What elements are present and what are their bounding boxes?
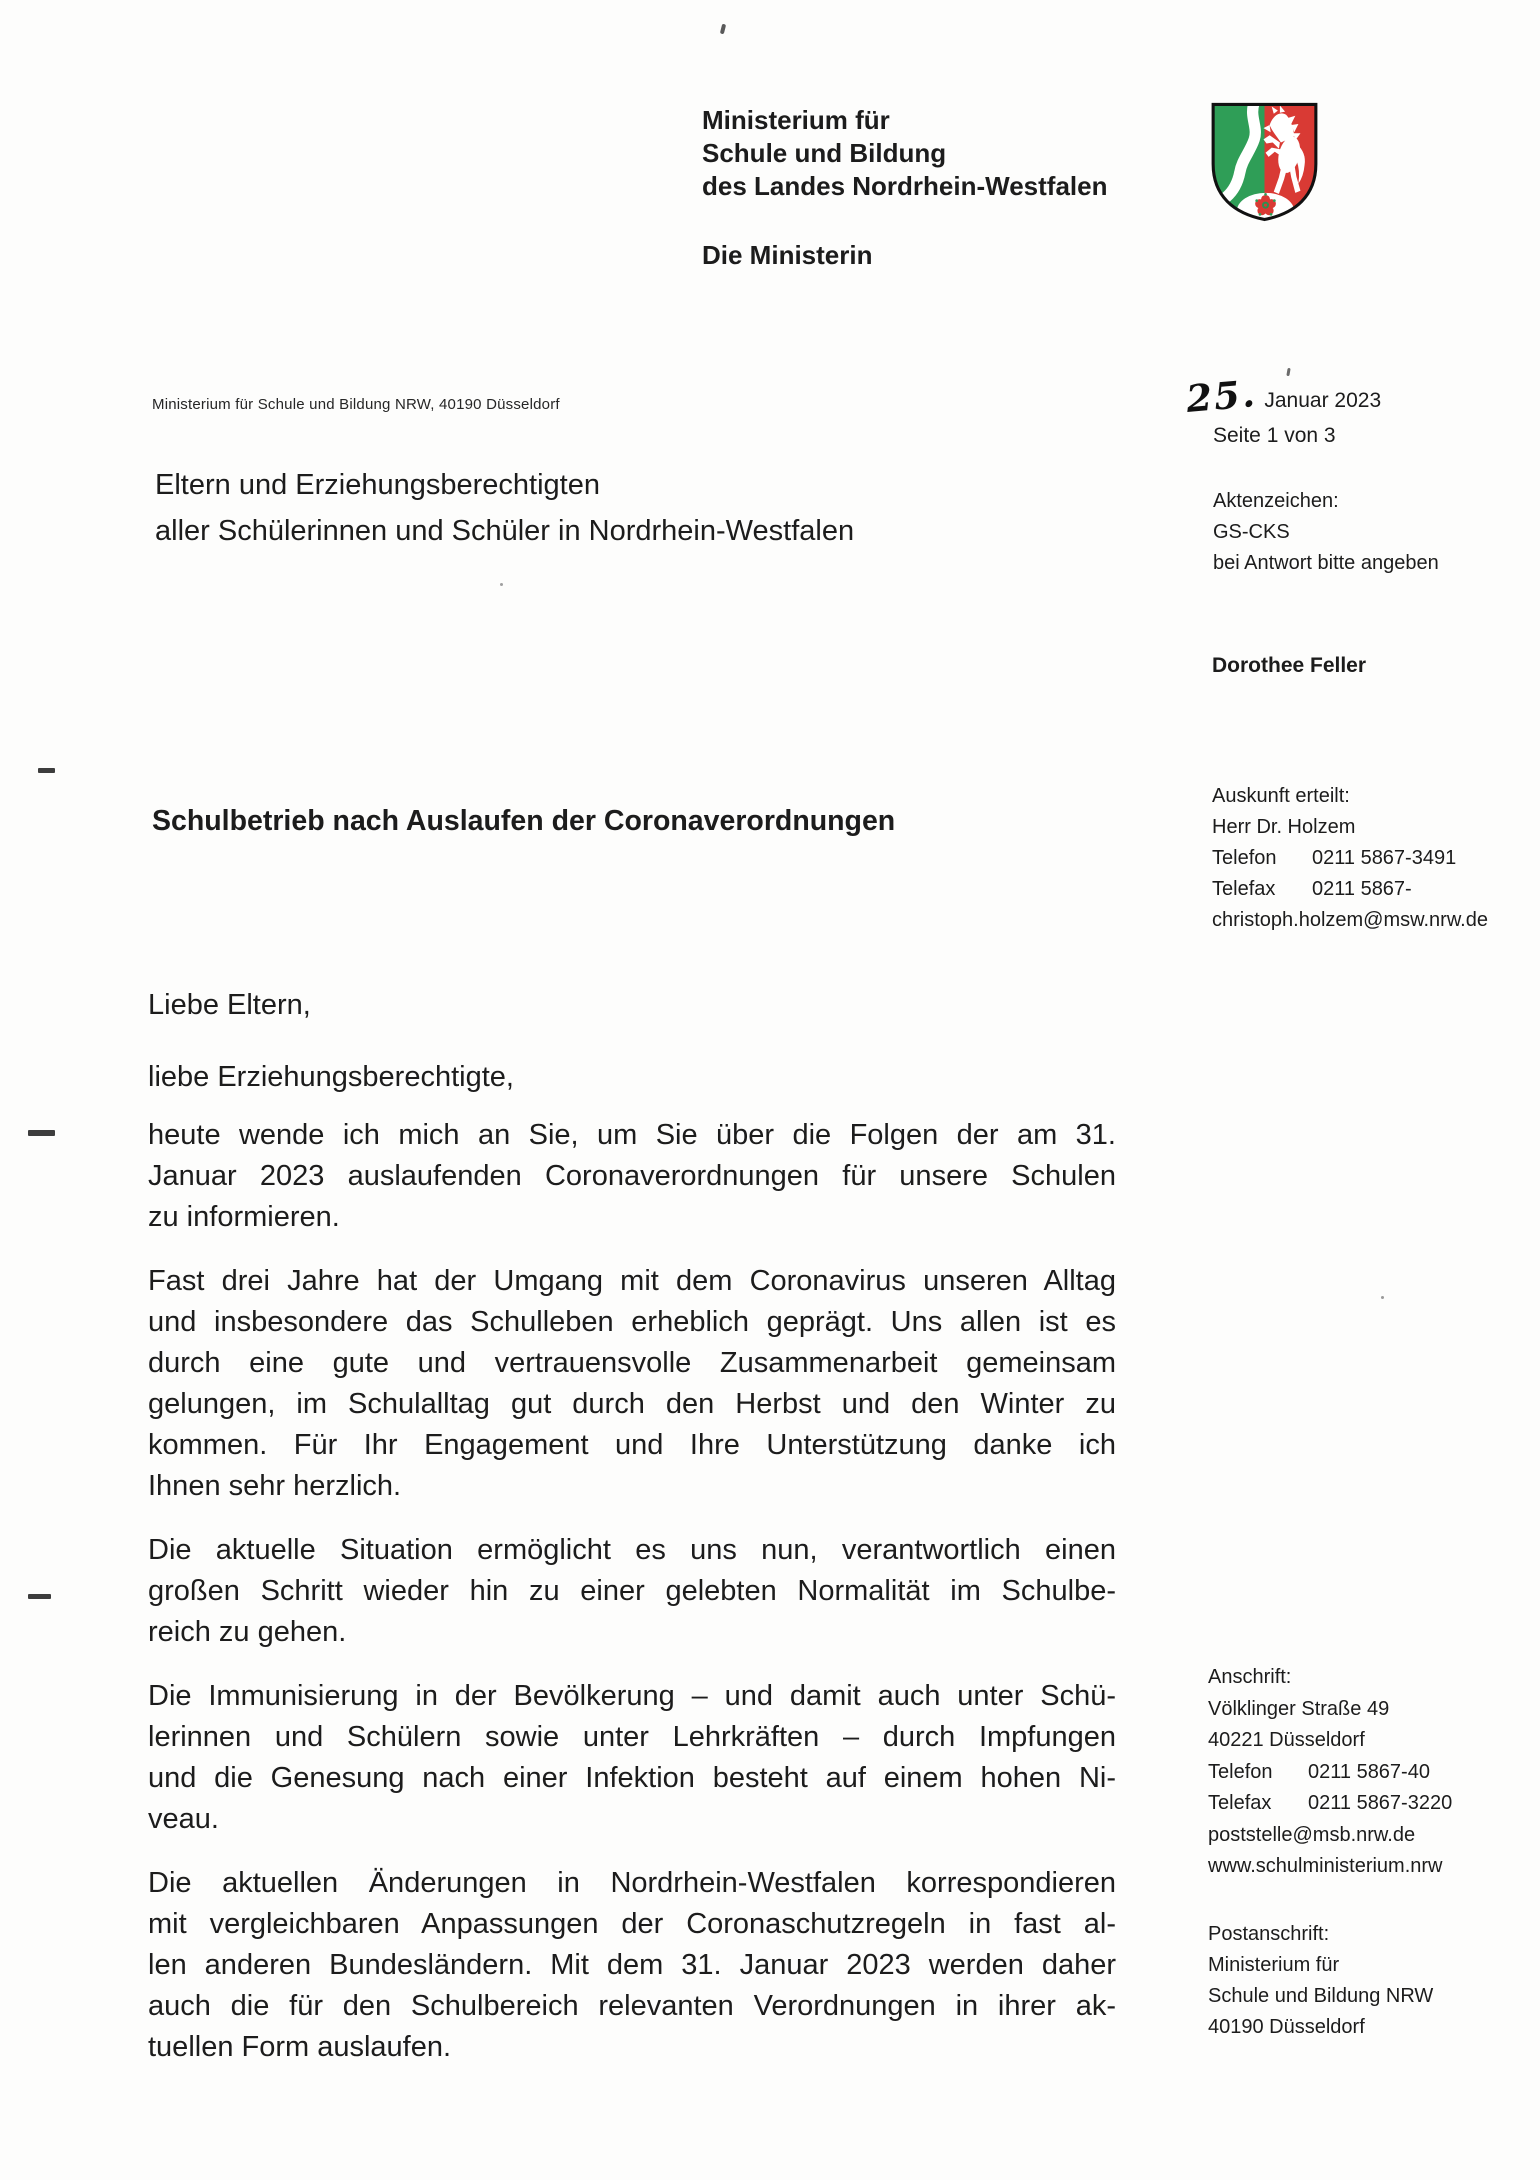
paragraph-line: Die Immunisierung in der Bevölkerung – und damit auch unter Schü- bbox=[148, 1680, 1116, 1712]
postal-heading: Postanschrift: bbox=[1208, 1923, 1330, 1945]
paragraph-line: und die Genesung nach einer Infektion besteht auf einem hohen Ni- bbox=[148, 1762, 1116, 1794]
paragraph-line: auch die für den Schulbereich relevanten Verordnungen in ihrer ak- bbox=[148, 1990, 1116, 2022]
body-paragraph bbox=[148, 1676, 1116, 1840]
body-paragraphs bbox=[148, 1115, 1116, 2068]
contact-email: christoph.holzem@msw.nrw.de bbox=[1212, 909, 1488, 931]
address-email: poststelle@msb.nrw.de bbox=[1208, 1823, 1416, 1846]
postal-line: Ministerium für bbox=[1208, 1954, 1340, 1976]
file-reference-label: Aktenzeichen: bbox=[1213, 490, 1339, 512]
ministry-name-line: Schule und Bildung bbox=[702, 138, 947, 168]
letterhead bbox=[702, 104, 1108, 272]
page-indicator: Seite 1 von 3 bbox=[1213, 424, 1336, 447]
contact-person: Herr Dr. Holzem bbox=[1212, 816, 1356, 838]
paragraph-line: len anderen Bundesländern. Mit dem 31. Januar 2023 werden daher bbox=[148, 1949, 1116, 1981]
fax-number: 0211 5867- bbox=[1312, 878, 1412, 900]
postal-address-block bbox=[1208, 1919, 1433, 2043]
date-row bbox=[1184, 371, 1382, 421]
paragraph-line: mit vergleichbaren Anpassungen der Coronaschutzregeln in fast al- bbox=[148, 1908, 1116, 1940]
salutation: liebe Erziehungsberechtigte, bbox=[148, 1061, 514, 1093]
postal-line: Schule und Bildung NRW bbox=[1208, 1985, 1434, 2007]
scan-artifact bbox=[1381, 1296, 1384, 1299]
address-city: 40221 Düsseldorf bbox=[1208, 1729, 1365, 1751]
phone-number: 0211 5867-40 bbox=[1308, 1760, 1430, 1783]
contact-block bbox=[1212, 781, 1488, 936]
address-phone-row bbox=[1208, 1757, 1452, 1789]
visiting-address-block bbox=[1208, 1662, 1452, 1883]
coat-of-arms-graphic bbox=[1208, 100, 1321, 224]
paragraph-line: großen Schritt wieder hin zu einer gelebten Normalität im Schulbe- bbox=[148, 1575, 1116, 1607]
file-reference-note: bei Antwort bitte angeben bbox=[1213, 552, 1439, 574]
ministry-name-line: Ministerium für bbox=[702, 105, 890, 135]
paragraph-line: durch eine gute und vertrauensvolle Zusammenarbeit gemeinsam bbox=[148, 1347, 1116, 1379]
paragraph-line: und insbesondere das Schulleben erheblich geprägt. Uns allen ist es bbox=[148, 1306, 1116, 1338]
nrw-coat-of-arms-icon bbox=[1208, 100, 1321, 224]
postal-line: 40190 Düsseldorf bbox=[1208, 2016, 1365, 2038]
fold-mark bbox=[38, 768, 55, 773]
subject-line: Schulbetrieb nach Auslaufen der Coronaverordnungen bbox=[152, 805, 896, 837]
body-paragraph bbox=[148, 1530, 1116, 1653]
fold-mark bbox=[28, 1130, 55, 1136]
address-street: Völklinger Straße 49 bbox=[1208, 1697, 1390, 1720]
body-paragraph bbox=[148, 1261, 1116, 1507]
fold-mark bbox=[28, 1594, 51, 1599]
contact-heading: Auskunft erteilt: bbox=[1212, 785, 1350, 807]
letter-body bbox=[148, 985, 1116, 2068]
phone-label: Telefon bbox=[1212, 847, 1277, 869]
contact-phone-row bbox=[1212, 843, 1488, 874]
recipient-block bbox=[155, 463, 854, 554]
address-website: www.schulministerium.nrw bbox=[1208, 1855, 1443, 1877]
paragraph-line: Fast drei Jahre hat der Umgang mit dem Coronavirus unseren Alltag bbox=[148, 1265, 1116, 1297]
file-reference-value: GS-CKS bbox=[1213, 521, 1290, 543]
address-fax-row bbox=[1208, 1788, 1452, 1820]
file-reference-block bbox=[1213, 486, 1439, 579]
body-paragraph bbox=[148, 1115, 1116, 1238]
paragraph-line: reich zu gehen. bbox=[148, 1616, 347, 1648]
scan-artifact bbox=[720, 24, 726, 35]
phone-number: 0211 5867-3491 bbox=[1312, 847, 1457, 869]
fax-label: Telefax bbox=[1208, 1792, 1272, 1814]
paragraph-line: tuellen Form auslaufen. bbox=[148, 2031, 452, 2063]
paragraph-line: zu informieren. bbox=[148, 1201, 340, 1233]
fax-number: 0211 5867-3220 bbox=[1308, 1792, 1453, 1814]
contact-fax-row bbox=[1212, 874, 1488, 905]
recipient-line: Eltern und Erziehungsberechtigten bbox=[155, 469, 600, 501]
paragraph-line: lerinnen und Schülern sowie unter Lehrkräften – durch Impfungen bbox=[148, 1721, 1116, 1753]
minister-name: Dorothee Feller bbox=[1212, 654, 1367, 677]
address-heading: Anschrift: bbox=[1208, 1666, 1292, 1688]
paragraph-line: Ihnen sehr herzlich. bbox=[148, 1470, 402, 1502]
body-paragraph bbox=[148, 1863, 1116, 2068]
phone-label: Telefon bbox=[1208, 1760, 1273, 1783]
handwritten-day: 25. bbox=[1184, 371, 1259, 421]
paragraph-line: kommen. Für Ihr Engagement und Ihre Unterstützung danke ich bbox=[148, 1429, 1116, 1461]
paragraph-line: veau. bbox=[148, 1803, 219, 1835]
date-text: Januar 2023 bbox=[1264, 389, 1382, 412]
recipient-line: aller Schülerinnen und Schüler in Nordrhein-Westfalen bbox=[155, 514, 855, 547]
fax-label: Telefax bbox=[1212, 878, 1276, 900]
paragraph-line: Die aktuelle Situation ermöglicht es uns nun, verantwortlich einen bbox=[148, 1534, 1116, 1566]
return-address-line: Ministerium für Schule und Bildung NRW, 40190 Düsseldorf bbox=[152, 396, 560, 413]
salutation: Liebe Eltern, bbox=[148, 989, 311, 1021]
paragraph-line: Januar 2023 auslaufenden Coronaverordnungen für unsere Schulen bbox=[148, 1160, 1116, 1192]
paragraph-line: Die aktuellen Änderungen in Nordrhein-Westfalen korrespondieren bbox=[148, 1867, 1116, 1899]
paragraph-line: heute wende ich mich an Sie, um Sie über die Folgen der am 31. bbox=[148, 1119, 1116, 1151]
scan-artifact bbox=[500, 583, 503, 586]
sender-role: Die Ministerin bbox=[702, 240, 873, 270]
paragraph-line: gelungen, im Schulalltag gut durch den Herbst und den Winter zu bbox=[148, 1388, 1116, 1420]
ministry-name-line: des Landes Nordrhein-Westfalen bbox=[702, 171, 1108, 201]
